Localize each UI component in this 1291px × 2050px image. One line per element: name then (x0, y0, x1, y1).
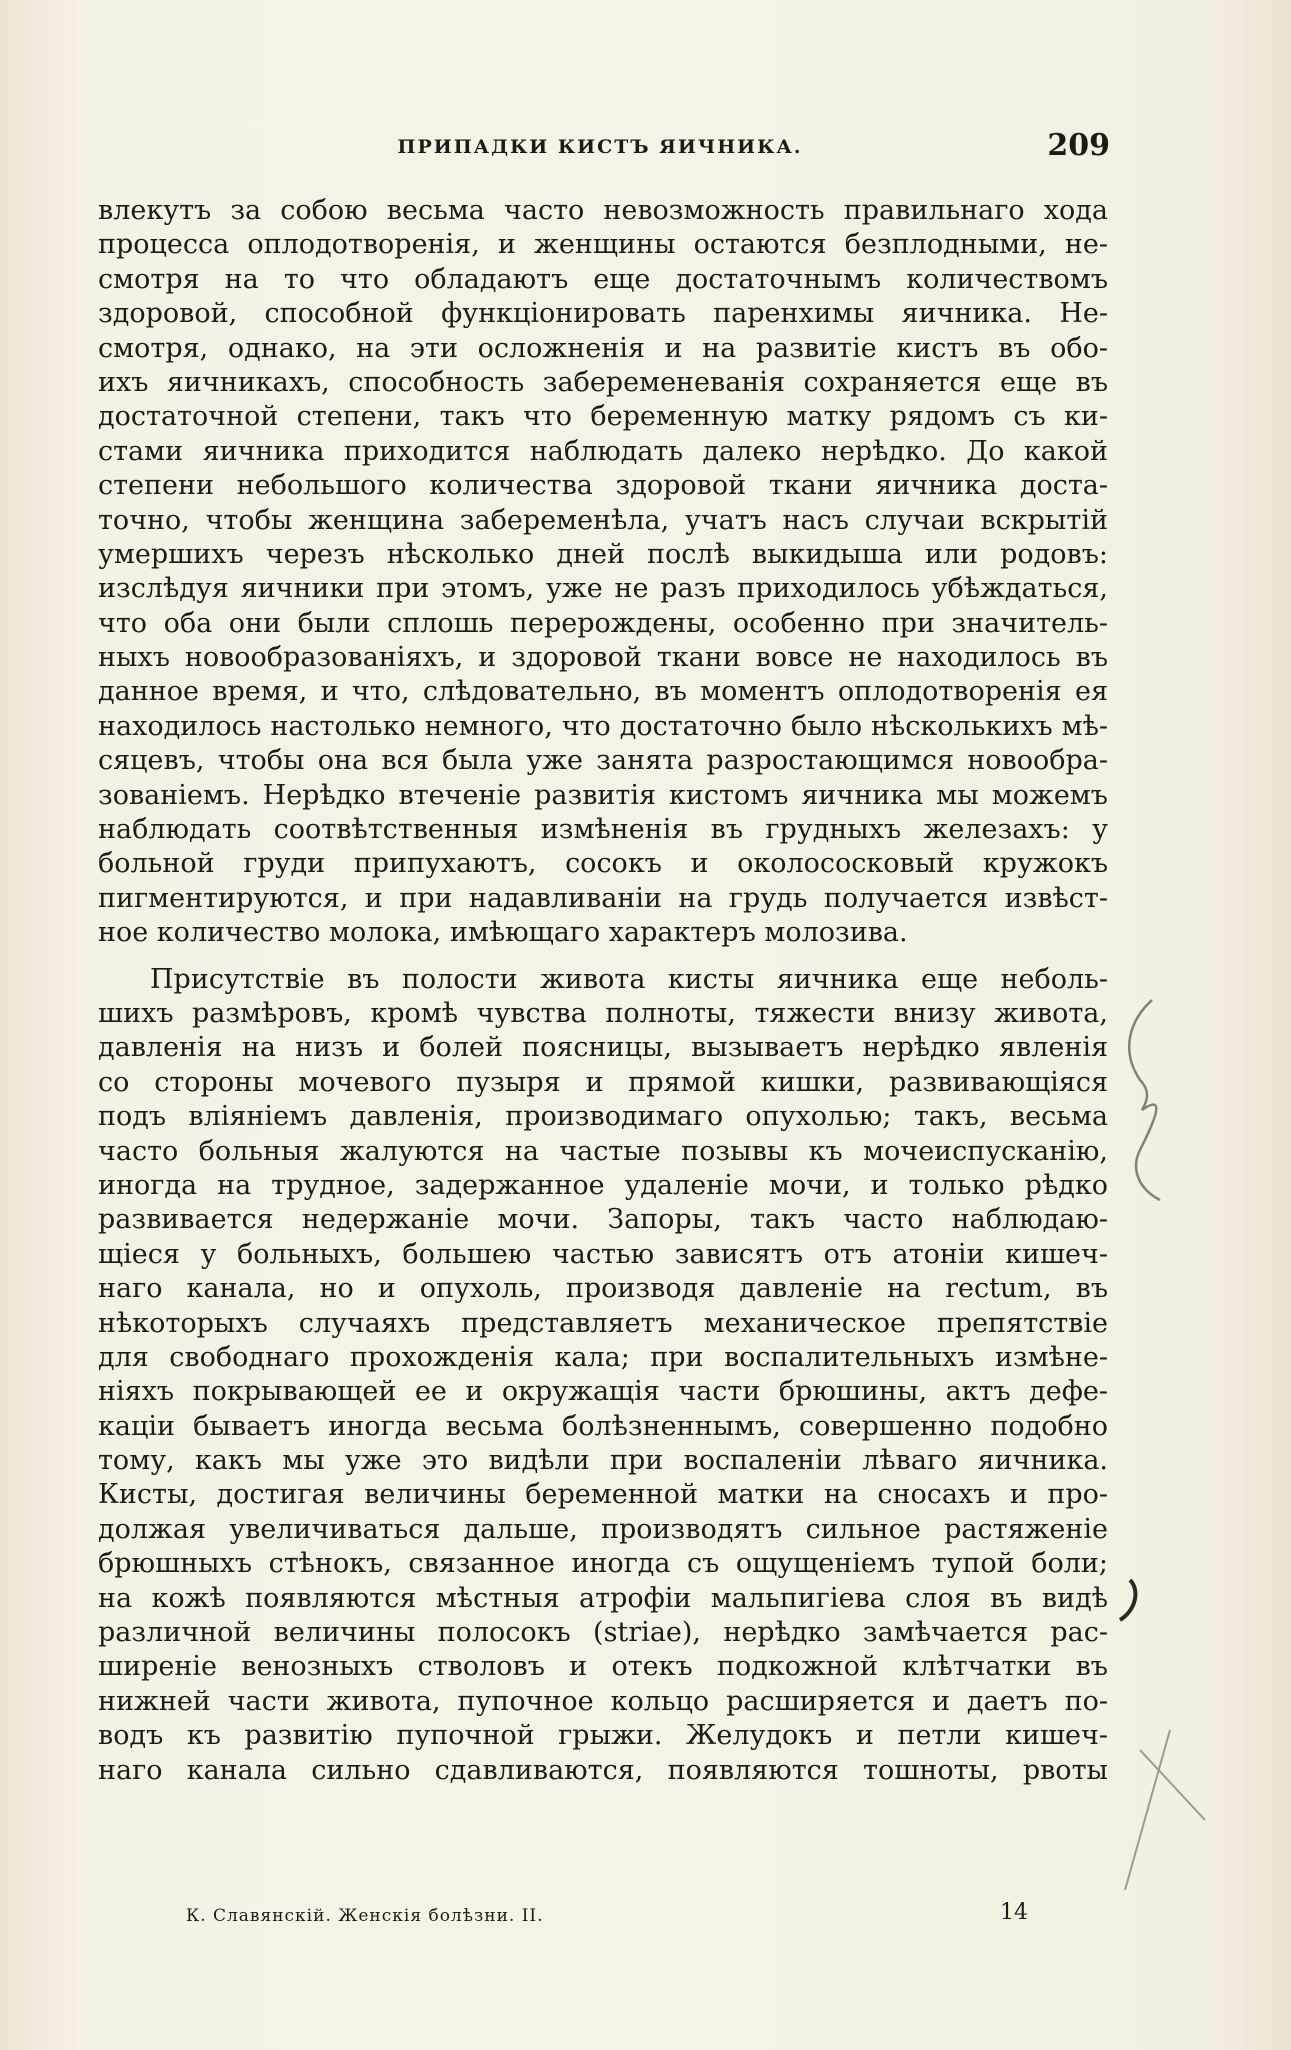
text-line: ніяхъ покрывающей ее и окружащія части брюшины, актъ дефе- (98, 1376, 1108, 1408)
text-line: различной величины полосокъ (striae), нерѣдко замѣчается рас- (98, 1617, 1108, 1649)
text-line: смотря на то что обладаютъ еще достаточнымъ количествомъ (98, 263, 1108, 295)
pencil-cross-mark (1125, 1730, 1205, 1890)
text-line: Присутствіе въ полости живота кисты яичника еще неболь- (150, 963, 1108, 995)
signature-mark: 14 (1000, 1900, 1028, 1925)
text-line: что оба они были сплошь перерождены, особенно при значитель- (98, 607, 1108, 639)
text-line: на кожѣ появляются мѣстныя атрофіи мальпигіева слоя въ видѣ (98, 1582, 1108, 1614)
text-line: ное количество молока, имѣющаго характеръ молозива. (98, 917, 908, 949)
text-line: нѣкоторыхъ случаяхъ представляетъ механическое препятствіе (98, 1307, 1108, 1339)
text-line: здоровой, способной функціонировать паренхимы яичника. Не- (98, 298, 1108, 330)
text-line: сяцевъ, чтобы она вся была уже занята разростающимся новообра- (98, 745, 1108, 777)
text-line: наго канала сильно сдавливаются, появляются тошноты, рвоты (98, 1754, 1108, 1786)
text-line: находилось настолько немного, что достаточно было нѣсколькихъ мѣ- (98, 710, 1108, 742)
text-line: умершихъ черезъ нѣсколько дней послѣ выкидыша или родовъ: (98, 538, 1108, 570)
pencil-bracket-mark (1129, 1000, 1160, 1200)
text-line: пигментируются, и при надавливаніи на грудь получается извѣст- (98, 882, 1108, 914)
text-line: достаточной степени, такъ что беременную матку рядомъ съ ки- (98, 401, 1108, 433)
text-line: стами яичника приходится наблюдать далеко нерѣдко. До какой (98, 435, 1108, 467)
pencil-tick-mark (1120, 1580, 1135, 1620)
pencil-marginalia (1110, 990, 1270, 1890)
text-line: процесса оплодотворенія, и женщины остаются безплодными, не- (98, 229, 1108, 261)
paragraph-1 (98, 194, 1108, 951)
text-line: ширеніе венозныхъ стволовъ и отекъ подкожной клѣтчатки въ (98, 1651, 1108, 1683)
text-line: тому, какъ мы уже это видѣли при воспаленіи лѣваго яичника. (98, 1445, 1108, 1477)
text-line: изслѣдуя яичники при этомъ, уже не разъ приходилось убѣждаться, (98, 573, 1108, 605)
page-number: 209 (1047, 128, 1110, 163)
text-line: водъ къ развитію пупочной грыжи. Желудокъ и петли кишеч- (98, 1720, 1108, 1752)
paragraph-2 (98, 963, 1108, 1788)
text-line: развивается недержаніе мочи. Запоры, такъ часто наблюдаю- (98, 1204, 1108, 1236)
text-line: влекутъ за собою весьма часто невозможность правильнаго хода (98, 195, 1108, 226)
text-line: со стороны мочевого пузыря и прямой кишки, развивающіяся (98, 1066, 1108, 1098)
text-line: щіеся у больныхъ, большею частью зависятъ отъ атоніи кишеч- (98, 1238, 1108, 1270)
text-line: нижней части живота, пупочное кольцо расширяется и даетъ по- (98, 1685, 1108, 1717)
text-line: зованіемъ. Нерѣдко втеченіе развитія кистомъ яичника мы можемъ (98, 779, 1108, 811)
text-line: Кисты, достигая величины беременной матки на сносахъ и про- (98, 1479, 1108, 1511)
running-title: ПРИПАДКИ КИСТЪ ЯИЧНИКА. (397, 136, 803, 158)
text-line: ихъ яичникахъ, способность забеременеванія сохраняется еще въ (98, 366, 1108, 398)
text-line: степени небольшого количества здоровой ткани яичника доста- (98, 470, 1108, 502)
text-line: давленія на низъ и болей поясницы, вызываетъ нерѣдко явленія (98, 1032, 1108, 1064)
page-footer (186, 1900, 1086, 1930)
text-line: брюшныхъ стѣнокъ, связанное иногда съ ощущеніемъ тупой боли; (98, 1548, 1108, 1580)
text-line: должая увеличиваться дальше, производятъ сильное растяженіе (98, 1513, 1108, 1545)
text-line: данное время, и что, слѣдовательно, въ моментъ оплодотворенія ея (98, 676, 1108, 708)
text-line: наблюдать соотвѣтственныя измѣненія въ грудныхъ железахъ: у (98, 814, 1108, 846)
text-line: наго канала, но и опухоль, производя давленіе на rectum, въ (98, 1273, 1108, 1305)
text-line: смотря, однако, на эти осложненія и на развитіе кистъ въ обо- (98, 332, 1108, 364)
text-line: часто больныя жалуются на частые позывы къ мочеиспусканію, (98, 1135, 1108, 1167)
text-line: каціи бываетъ иногда весьма болѣзненнымъ, совершенно подобно (98, 1410, 1108, 1442)
footer-reference: К. Славянскій. Женскія болѣзни. II. (186, 1906, 544, 1926)
text-line: для свободнаго прохожденія кала; при воспалительныхъ измѣне- (98, 1341, 1108, 1373)
text-line: ныхъ новообразованіяхъ, и здоровой ткани вовсе не находилось въ (98, 642, 1108, 674)
text-line: больной груди припухаютъ, сосокъ и околососковый кружокъ (98, 848, 1108, 880)
text-line: шихъ размѣровъ, кромѣ чувства полноты, тяжести внизу живота, (98, 997, 1108, 1029)
text-line: точно, чтобы женщина забеременѣла, учатъ насъ случаи вскрытій (98, 504, 1108, 536)
body-text (98, 194, 1108, 1788)
running-head (100, 128, 1110, 168)
text-line: иногда на трудное, задержанное удаленіе мочи, и только рѣдко (98, 1169, 1108, 1201)
text-line: подъ вліяніемъ давленія, производимаго опухолью; такъ, весьма (98, 1101, 1108, 1133)
